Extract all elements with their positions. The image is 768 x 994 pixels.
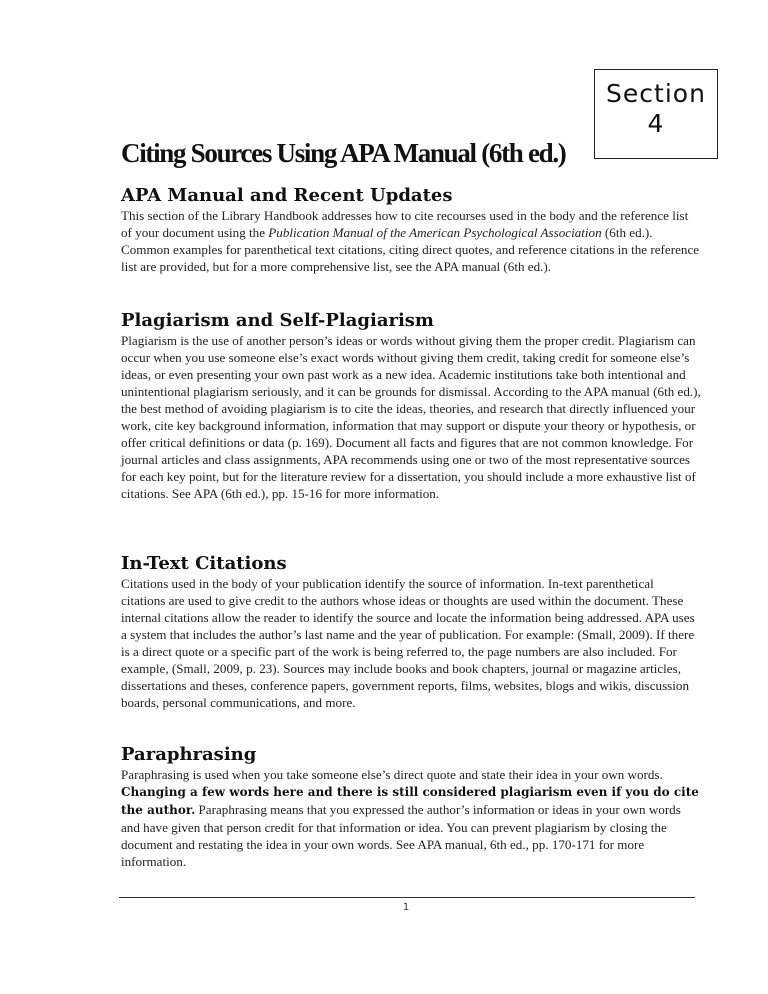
section-number-box <box>594 69 718 159</box>
section-heading-plagiarism: Plagiarism and Self-Plagiarism <box>121 310 434 331</box>
section-body-apa-manual <box>121 207 701 275</box>
body-text: Paraphrasing means that you expressed the author’s information or ideas in your own words and have given that person credit for that information or idea. You can prevent plagiarism by closing the document and restating the idea in your own words. See APA manual, 6th ed., pp. 170-171 for more information. <box>121 802 681 869</box>
section-plagiarism <box>121 310 701 502</box>
section-body-plagiarism: Plagiarism is the use of another person’s ideas or words without giving them the proper credit. Plagiarism can occur when you use someone else’s exact words without giving them credit, taking credit for someone else’s ideas, or even presenting your own past work as a new idea. Academic institutions take both intentional and unintentional plagiarism seriously, and it can be grounds for dismissal. According to the APA manual (6th ed.), the best method of avoiding plagiarism is to cite the ideas, theories, and research that directly influenced your work, cite key background information, information that may support or dispute your theory or hypothesis, or offer critical definitions or data (p. 169). Document all facts and figures that are not common knowledge. For journal articles and class assignments, APA recommends using one or two of the most representative sources for each key point, but for the literature review for a dissertation, you should include a more exhaustive list of citations. See APA (6th ed.), pp. 15-16 for more information. <box>121 333 701 501</box>
section-heading-paraphrasing: Paraphrasing <box>121 744 257 765</box>
section-number: 4 <box>647 109 665 138</box>
section-heading-apa-manual: APA Manual and Recent Updates <box>121 185 453 206</box>
plagiarism-warning-bold: Changing a few words here and there is still considered plagiarism even if you do cite the author. <box>121 785 699 817</box>
section-in-text-citations <box>121 553 701 711</box>
section-heading-in-text-citations: In-Text Citations <box>121 553 287 574</box>
body-text: Paraphrasing is used when you take someone else’s direct quote and state their idea in your own words. <box>121 767 663 782</box>
section-label: Section <box>606 79 706 108</box>
body-text: This section of the Library Handbook addresses how to cite recourses used in the body and the reference list of your document using the <box>121 208 689 240</box>
publication-title-italic: Publication Manual of the American Psychological Association <box>268 225 602 240</box>
page-number: 1 <box>402 902 410 913</box>
section-body-paraphrasing <box>121 766 701 870</box>
document-title: Citing Sources Using APA Manual (6th ed.) <box>121 138 566 168</box>
footer-divider <box>119 897 695 898</box>
body-text: (6th ed.). Common examples for parenthetical text citations, citing direct quotes, and reference citations in the reference list are provided, but for a more comprehensive list, see the APA manual (6th ed.). <box>121 225 700 274</box>
section-body-in-text-citations: Citations used in the body of your publication identify the source of information. In-text parenthetical citations are used to give credit to the authors whose ideas or thoughts are used within the document. These internal citations allow the reader to identify the source and locate the information being addressed. APA uses a system that includes the author’s last name and the year of publication. For example: (Small, 2009). If there is a direct quote or a specific part of the work is being referred to, the page numbers are also included. For example, (Small, 2009, p. 23). Sources may include books and book chapters, journal or magazine articles, dissertations and theses, conference papers, government reports, films, websites, blogs and wikis, discussion boards, personal communications, and more. <box>121 576 695 710</box>
section-apa-manual <box>121 185 701 275</box>
section-paraphrasing <box>121 744 701 870</box>
